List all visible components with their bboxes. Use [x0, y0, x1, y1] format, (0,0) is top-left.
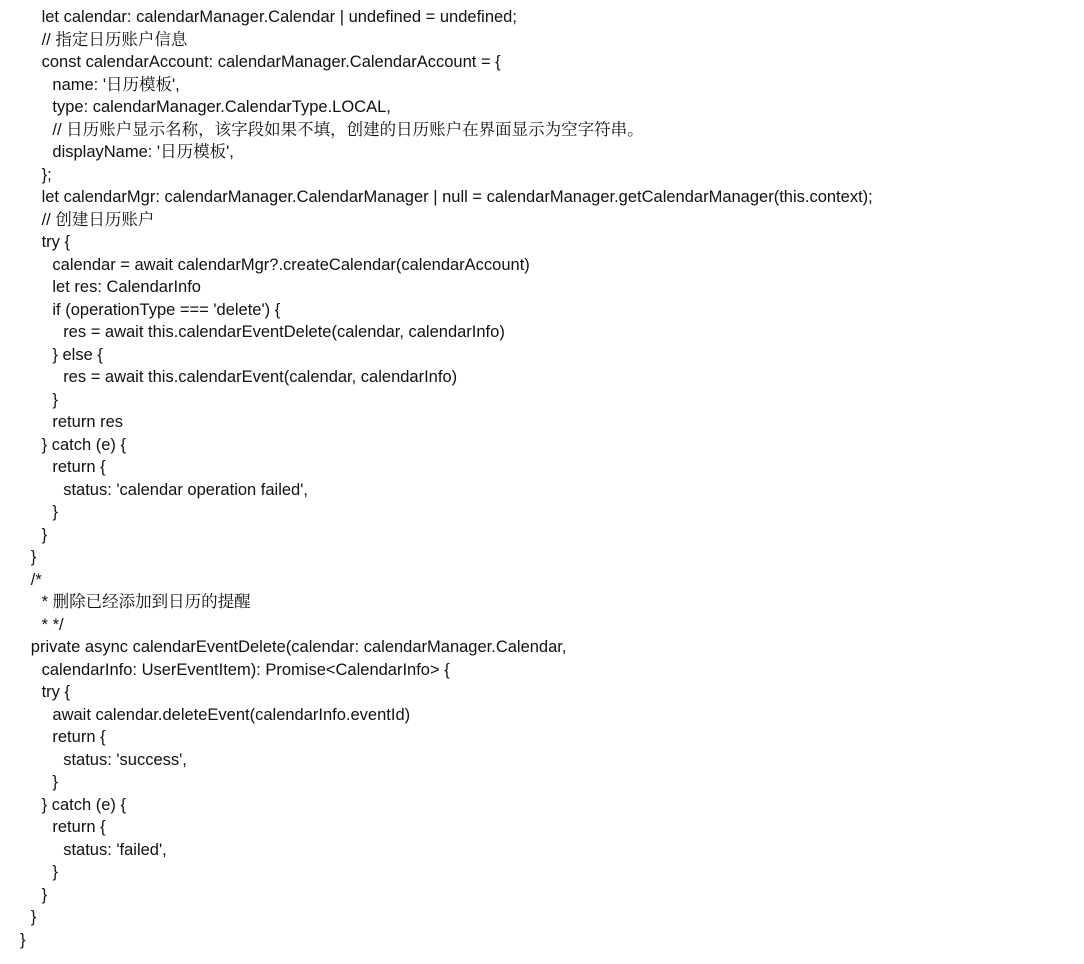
code-line: private async calendarEventDelete(calendar: calendarManager.Calendar, [30, 638, 567, 656]
code-line: if (operationType === 'delete') { [52, 300, 281, 319]
code-line: // 创建日历账户 [41, 210, 155, 229]
code-line: let res: CalendarInfo [52, 278, 201, 296]
code-line: status: 'failed', [63, 840, 167, 859]
code-line: try { [41, 233, 71, 251]
code-line: calendarInfo: UserEventItem): Promise<CalendarInfo> { [41, 660, 450, 679]
code-line: try { [41, 683, 71, 701]
code-line: return { [52, 458, 106, 476]
code-line: return { [52, 728, 106, 746]
code-line: } [52, 863, 58, 881]
code-line: } [41, 885, 48, 904]
code-line: /* [30, 570, 42, 589]
code-line: return res [52, 413, 123, 431]
code-line: * 删除已经添加到日历的提醒 [41, 593, 251, 611]
code-line: } [52, 773, 58, 791]
code-line: // 指定日历账户信息 [41, 30, 188, 49]
code-line: * */ [41, 615, 64, 634]
code-line: // 日历账户显示名称，该字段如果不填，创建的日历账户在界面显示为空字符串。 [52, 120, 644, 139]
code-line: } [41, 525, 48, 544]
code-line: } [30, 548, 37, 566]
code-line: status: 'success', [63, 750, 187, 769]
code-line: const calendarAccount: calendarManager.CalendarAccount = { [41, 53, 501, 71]
code-line: } [20, 930, 26, 949]
code-line: calendar = await calendarMgr?.createCalendar(calendarAccount) [52, 255, 530, 274]
code-line: let calendar: calendarManager.Calendar | undefined = undefined; [41, 8, 517, 26]
code-line: res = await this.calendarEventDelete(calendar, calendarInfo) [63, 323, 505, 341]
code-line: let calendarMgr: calendarManager.CalendarManager | null = calendarManager.getCalendarManager(this.context); [41, 188, 873, 206]
code-line: } [30, 908, 37, 926]
code-line: await calendar.deleteEvent(calendarInfo.eventId) [52, 705, 411, 724]
code-line: displayName: '日历模板', [52, 143, 234, 161]
code-line: res = await this.calendarEvent(calendar, calendarInfo) [63, 368, 458, 386]
code-line: type: calendarManager.CalendarType.LOCAL, [52, 98, 391, 116]
code-line: return { [52, 818, 106, 836]
code-line: } catch (e) { [41, 795, 126, 814]
code-line: } catch (e) { [41, 435, 126, 454]
code-line: } else { [52, 345, 103, 364]
code-line: status: 'calendar operation failed', [63, 480, 308, 499]
code-line: } [52, 390, 58, 409]
code-line: }; [41, 165, 52, 184]
code-line: } [52, 503, 58, 521]
code-listing [0, 6, 1084, 958]
code-line: name: '日历模板', [52, 75, 180, 94]
